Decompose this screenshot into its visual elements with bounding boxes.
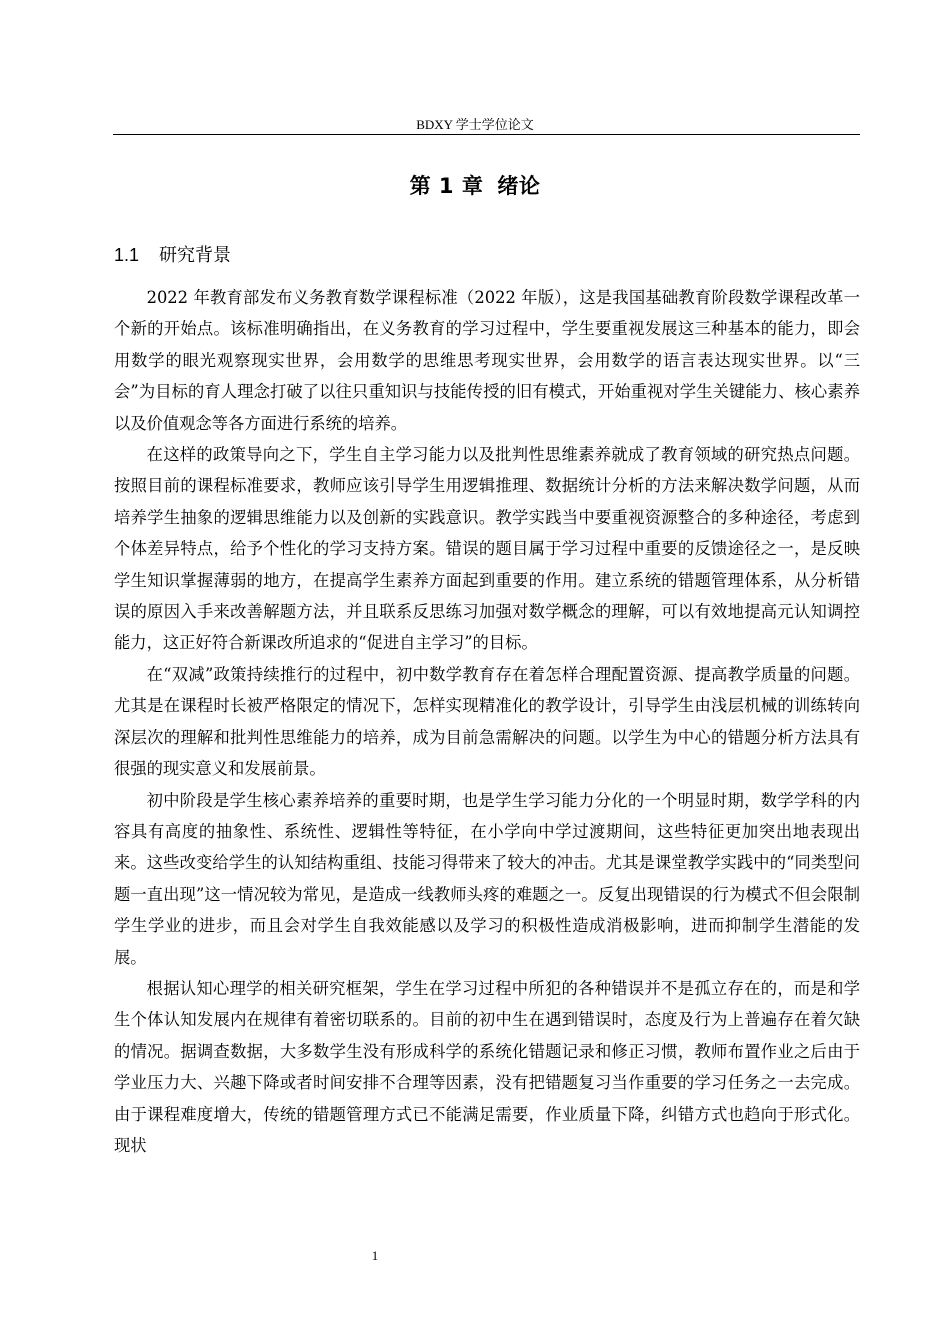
- paragraph: 2022 年教育部发布义务教育数学课程标准（2022 年版），这是我国基础教育阶段数学课程改革一个新的开始点。该标准明确指出，在义务教育的学习过程中，学生要重视发展这三种基本的能力，即会用数学的眼光观察现实世界，会用数学的思维思考现实世界，会用数学的语言表达现实世界。以“三会”为目标的育人理念打破了以往只重知识与技能传授的旧有模式，开始重视对学生关键能力、核心素养以及价值观念等各方面进行系统的培养。: [114, 288, 860, 433]
- paragraph: 初中阶段是学生核心素养培养的重要时期，也是学生学习能力分化的一个明显时期，数学学科的内容具有高度的抽象性、系统性、逻辑性等特征，在小学向中学过渡期间，这些特征更加突出地表现出来。这些改变给学生的认知结构重组、技能习得带来了较大的冲击。尤其是课堂教学实践中的“同类型问题一直出现”这一情况较为常见，是造成一线教师头疼的难题之一。反复出现错误的行为模式不但会限制学生学业的进步，而且会对学生自我效能感以及学习的积极性造成消极影响，进而抑制学生潜能的发展。: [114, 790, 860, 967]
- paragraph: 根据认知心理学的相关研究框架，学生在学习过程中所犯的各种错误并不是孤立存在的，而是和学生个体认知发展内在规律有着密切联系的。目前的初中生在遇到错误时，态度及行为上普遍存在着欠缺的情况。据调查数据，大多数学生没有形成科学的系统化错题记录和修正习惯，教师布置作业之后由于学业压力大、兴趣下降或者时间安排不合理等因素，没有把错题复习当作重要的学习任务之一去完成。由于课程难度增大，传统的错题管理方式已不能满足需要，作业质量下降，纠错方式也趋向于形式化。现状: [114, 978, 860, 1155]
- section-number: 1.1: [114, 245, 140, 265]
- section-name: 研究背景: [159, 245, 232, 266]
- body-text: [114, 282, 860, 1161]
- running-header: BDXY 学士学位论文: [416, 117, 534, 132]
- paragraph: 在“双减”政策持续推行的过程中，初中数学教育存在着怎样合理配置资源、提高教学质量的问题。尤其是在课程时长被严格限定的情况下，怎样实现精准化的教学设计，引导学生由浅层机械的训练转向深层次的理解和批判性思维能力的培养，成为目前急需解决的问题。以学生为中心的错题分析方法具有很强的现实意义和发展前景。: [114, 664, 860, 779]
- chapter-name: 绪论: [497, 174, 541, 198]
- paragraph: 在这样的政策导向之下，学生自主学习能力以及批判性思维素养就成了教育领域的研究热点问题。按照目前的课程标准要求，教师应该引导学生用逻辑推理、数据统计分析的方法来解决数学问题，从而培养学生抽象的逻辑思维能力以及创新的实践意识。教学实践当中要重视资源整合的多种途径，考虑到个体差异特点，给予个性化的学习支持方案。错误的题目属于学习过程中重要的反馈途径之一，是反映学生知识掌握薄弱的地方，在提高学生素养方面起到重要的作用。建立系统的错题管理体系，从分析错误的原因入手来改善解题方法，并且联系反思练习加强对数学概念的理解，可以有效地提高元认知调控能力，这正好符合新课改所追求的“促进自主学习”的目标。: [114, 445, 860, 653]
- header-rule: [113, 134, 860, 135]
- page-number: 1: [371, 1248, 379, 1263]
- chapter-number: 第 1 章: [409, 174, 484, 198]
- chapter-title: [0, 172, 950, 200]
- section-heading: [114, 242, 231, 269]
